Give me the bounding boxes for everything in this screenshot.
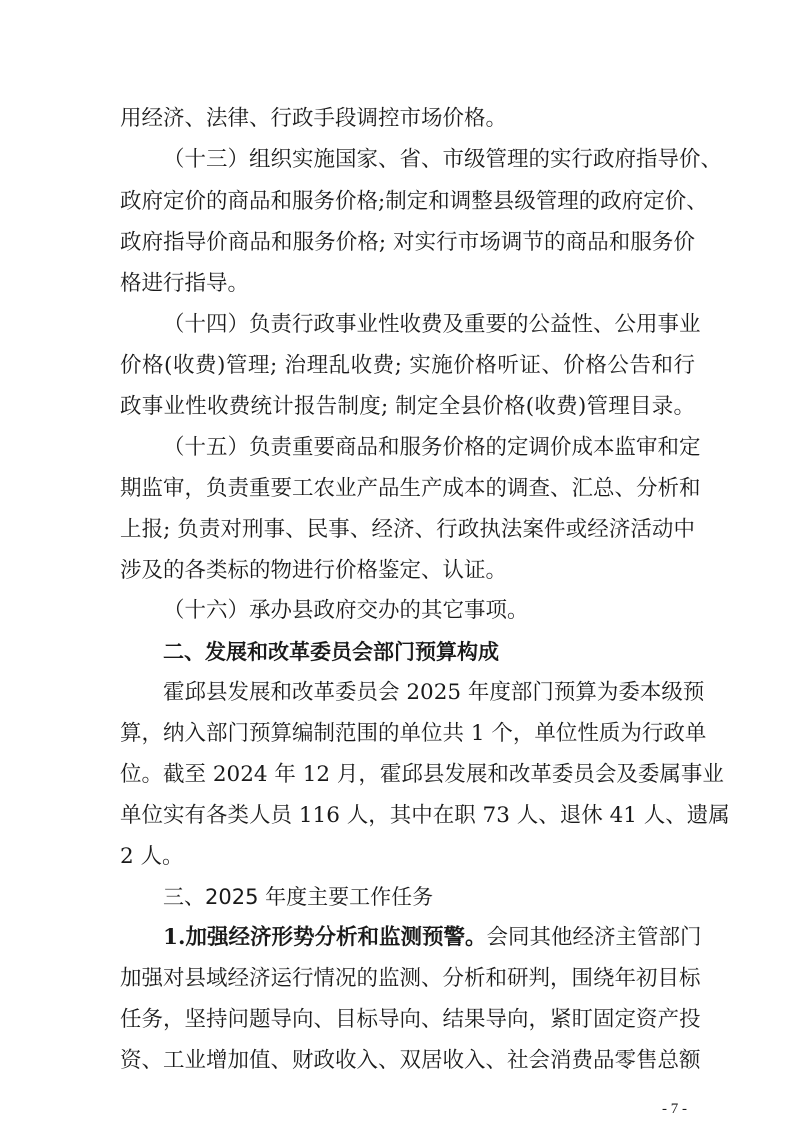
task-1-line-4: 资、工业增加值、财政收入、双居收入、社会消费品零售总额	[120, 1048, 701, 1073]
section-2-line-2: 算，纳入部门预算编制范围的单位共 1 个，单位性质为行政单	[120, 721, 707, 746]
item-15-line-4: 涉及的各类标的物进行价格鉴定、认证。	[120, 558, 508, 583]
item-13-line-1: （十三）组织实施国家、省、市级管理的实行政府指导价、	[163, 147, 723, 172]
task-1-text: 会同其他经济主管部门	[486, 925, 702, 950]
item-14-line-2: 价格(收费)管理; 治理乱收费; 实施价格听证、价格公告和行	[120, 353, 695, 378]
section-2-heading: 二、发展和改革委员会部门预算构成	[163, 640, 499, 664]
task-1-line-3: 任务，坚持问题导向、目标导向、结果导向，紧盯固定资产投	[120, 1007, 701, 1032]
section-3-heading: 三、2025 年度主要工作任务	[163, 885, 434, 909]
item-13-line-4: 格进行指导。	[120, 271, 250, 296]
item-15-line-1: （十五）负责重要商品和服务价格的定调价成本监审和定	[163, 435, 701, 460]
section-2-line-1: 霍邱县发展和改革委员会 2025 年度部门预算为委本级预	[163, 680, 705, 705]
task-1-line-1	[163, 923, 702, 953]
item-14-line-3: 政事业性收费统计报告制度; 制定全县价格(收费)管理目录。	[120, 394, 695, 419]
item-13-line-3: 政府指导价商品和服务价格; 对实行市场调节的商品和服务价	[120, 230, 695, 255]
item-15-line-3: 上报; 负责对刑事、民事、经济、行政执法案件或经济活动中	[120, 517, 695, 542]
section-2-line-3: 位。截至 2024 年 12 月，霍邱县发展和改革委员会及委属事业	[120, 762, 724, 787]
body-line-1: 用经济、法律、行政手段调控市场价格。	[120, 106, 508, 131]
task-1-title: 1.加强经济形势分析和监测预警。	[163, 925, 487, 950]
item-14-line-1: （十四）负责行政事业性收费及重要的公益性、公用事业	[163, 312, 701, 337]
item-13-line-2: 政府定价的商品和服务价格;制定和调整县级管理的政府定价、	[120, 189, 708, 214]
task-1-line-2: 加强对县域经济运行情况的监测、分析和研判，围绕年初目标	[120, 966, 701, 991]
section-2-line-4: 单位实有各类人员 116 人，其中在职 73 人、退休 41 人、遗属	[120, 803, 730, 828]
page-number: - 7 -	[662, 1101, 687, 1117]
item-16-line: （十六）承办县政府交办的其它事项。	[163, 598, 529, 623]
item-15-line-2: 期监审，负责重要工农业产品生产成本的调查、汇总、分析和	[120, 476, 701, 501]
section-2-line-5: 2 人。	[120, 844, 184, 869]
